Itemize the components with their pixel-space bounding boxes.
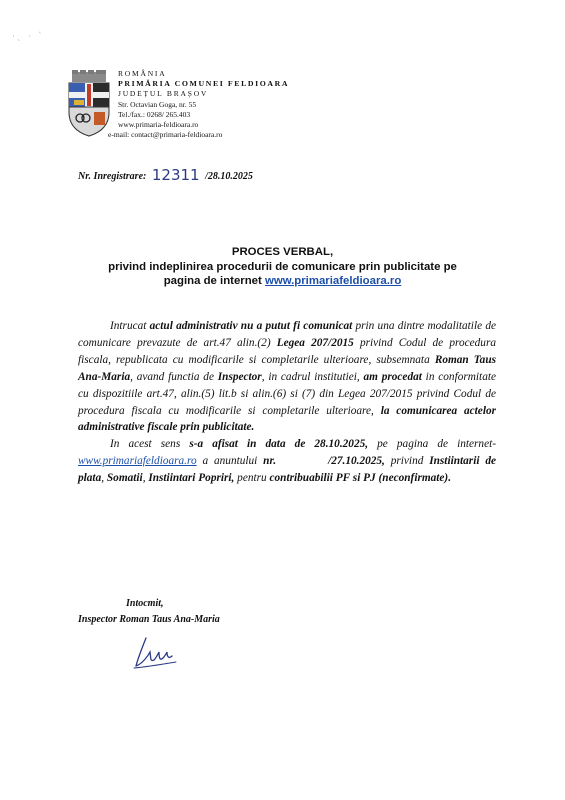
p2-text: ,: [142, 472, 149, 485]
letterhead-email: e-mail: contact@primaria-feldioara.ro: [108, 130, 223, 140]
document-body: [78, 318, 496, 487]
title-line-3: [0, 274, 565, 289]
scan-mark: ·ˎ · ˋ: [12, 32, 45, 42]
p1-text: , in cadrul institutiei,: [261, 370, 364, 383]
coat-of-arms-icon: [66, 70, 112, 138]
p1-bold: la comunicarea actelor administrative fiscale prin publicitate.: [78, 404, 497, 434]
body-paragraph-2: [78, 436, 496, 487]
body-website-link[interactable]: www.primariafeldioara.ro: [78, 455, 197, 468]
signatory-name: Inspector Roman Taus Ana-Maria: [78, 613, 220, 625]
p2-text: privind: [384, 455, 430, 468]
p1-text: Intrucat: [110, 320, 150, 332]
letterhead-website: www.primaria-feldioara.ro: [118, 120, 199, 130]
letterhead-country: ROMÂNIA: [118, 69, 167, 78]
p1-bold: actul administrativ nu a putut fi comunicat: [149, 320, 353, 332]
p1-bold: Legea 207/2015: [276, 336, 354, 349]
registration-label: Nr. Inregistrare:: [78, 171, 147, 182]
p2-bold: contribuabilii PF si PJ: [269, 472, 376, 485]
p2-bold: s-a afisat in data de 28.10.2025,: [189, 438, 369, 451]
p2-bold: (neconfirmate).: [378, 472, 452, 485]
title-line-3-prefix: pagina de internet: [163, 275, 265, 287]
p1-bold: Roman Taus Ana-Maria: [78, 353, 496, 383]
p2-bold: Somatii: [106, 472, 143, 485]
p1-bold: am procedat: [363, 370, 422, 383]
p1-text: privind Codul de procedura fiscala, republicata cu modificarile si completarile ulterioare, subsemnata: [78, 336, 496, 366]
letterhead-county: JUDEȚUL BRAȘOV: [118, 89, 209, 99]
p2-bold: Instiintarii de plata: [78, 455, 496, 485]
registration-line: [78, 165, 253, 183]
p1-text: prin una dintre modalitatile de comunicare prevazute de art.47 alin.(2): [78, 320, 496, 349]
body-paragraph-1: [78, 318, 496, 436]
registration-number-handwritten: 12311: [151, 166, 200, 184]
p2-text: pe pagina de internet-: [368, 438, 496, 451]
p1-text: in conformitate cu dispozitiile art.47, alin.(5) lit.b si alin.(6) si (7) din Legea 207/2015 privind Codul de procedura fiscala cu modificarile si completarile ulterioare,: [78, 370, 496, 417]
letterhead-phone: Tel./fax.: 0268/ 265.403: [118, 109, 191, 119]
title-line-2: privind indeplinirea procedurii de comunicare prin publicitate pe: [108, 260, 457, 273]
p1-text: , avand functia de: [130, 370, 218, 383]
p2-text: a anuntului: [196, 455, 264, 468]
p2-bold: nr.: [263, 455, 277, 468]
registration-date: /28.10.2025: [205, 171, 253, 182]
letterhead-address: Str. Octavian Goga, nr. 55: [118, 99, 197, 109]
title-line-1: PROCES VERBAL,: [231, 246, 334, 258]
handwritten-signature-icon: [132, 634, 180, 670]
signature-block: [78, 596, 220, 627]
p2-bold: /27.10.2025,: [328, 455, 385, 468]
letterhead-institution: PRIMĂRIA COMUNEI FELDIOARA: [118, 79, 290, 89]
document-title: [0, 245, 565, 289]
prepared-by-label: Intocmit,: [126, 598, 164, 609]
p2-bold: Instiintari Popriri,: [148, 472, 235, 485]
p1-bold: Inspector: [217, 370, 262, 383]
p2-text: pentru: [234, 472, 270, 485]
p2-text: ,: [101, 472, 107, 485]
p2-text: In acest sens: [110, 438, 190, 451]
letterhead: [108, 69, 290, 140]
title-website-link[interactable]: www.primariafeldioara.ro: [264, 275, 402, 287]
